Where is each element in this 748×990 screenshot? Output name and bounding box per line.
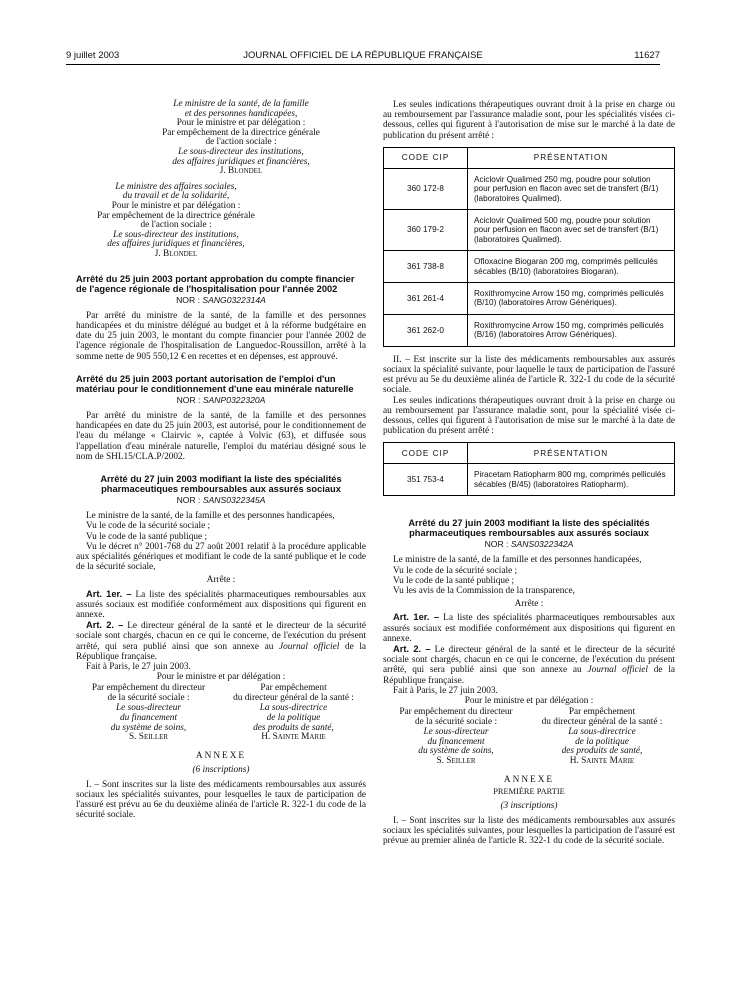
nor-code: SANG0322314A: [202, 294, 266, 305]
table-row: [384, 314, 675, 346]
article-text: La liste des spécialités pharmaceutiques remboursables aux assurés sociaux est modifiée conformément aux dispositions qui figurent en annexe.: [383, 613, 675, 644]
signature-block-1: [116, 100, 366, 177]
header-page-number: 11627: [634, 50, 660, 61]
signatures: [76, 684, 366, 743]
annexe-paragraph: I. – Sont inscrites sur la liste des médicaments remboursables aux assurés sociaux les spécialités suivantes, pour lesquelles la participation de l'assuré est prévue au premier alinéa de l'article R. 322-1 du code de la sécurité sociale.: [383, 815, 675, 846]
indications-text: Les seules indications thérapeutiques ouvrant droit à la prise en charge ou au remboursement par l'assurance maladie sont, pour les spécialités visées ci-dessous, celles qui figurent à l'autorisation de mise sur le marché à la date de publication du présent arrêté :: [383, 100, 675, 141]
presentation: Roxithromycine Arrow 150 mg, comprimés pelliculés (B/16) (laboratoires Arrow Génériques).: [468, 314, 675, 346]
sig-name: H. Sainte Marie: [569, 756, 635, 767]
paragraph-ii: II. – Est inscrite sur la liste des médicaments remboursables aux assurés sociaux la spécialité suivante, pour laquelle le taux de participation de l'assuré est prévu au 5e du deuxième alinéa de l'article R. 322-1 du code de la sécurité sociale.: [383, 354, 675, 396]
signatures: [383, 708, 675, 767]
delegation: Pour le ministre et par délégation :: [156, 672, 286, 683]
sig-line: de l'action sociale :: [205, 137, 277, 148]
cip-code: 360 179-2: [384, 210, 468, 251]
sig-line: du financement: [119, 712, 178, 723]
left-column: [76, 100, 366, 820]
intro-text: Le ministre de la santé, de la famille et des personnes handicapées,: [393, 555, 642, 566]
cip-table-1: [383, 147, 675, 347]
article-text: Le directeur général de la santé et le directeur de la sécurité sociale sont chargés, chacun en ce qui le concerne, de l'exécution du présent arrêté, qui sera publié ainsi que son annexe au: [383, 644, 676, 676]
arrete-title: Arrêté du 27 juin 2003 modifiant la liste des spécialités pharmaceutiques remboursables aux assurés sociaux: [408, 518, 650, 539]
annexe-paragraph: I. – Sont inscrites sur la liste des médicaments remboursables aux assurés sociaux les spécialités suivantes, pour lesquelles le taux de participation de l'assuré est prévu au 6e du deuxième alinéa de l'article R. 322-1 du code de la sécurité sociale.: [76, 779, 366, 821]
article-text: de la République française.: [76, 641, 367, 662]
sig-line: du travail et de la solidarité,: [122, 191, 230, 202]
fait-a: Fait à Paris, le 27 juin 2003.: [86, 661, 191, 672]
table-row: [384, 168, 675, 209]
sig-line: de la politique: [575, 736, 629, 747]
nor-label: NOR :: [484, 539, 509, 550]
sig-line: de la politique: [266, 712, 321, 723]
sig-line: Le ministre des affaires sociales,: [115, 181, 237, 192]
signature-seiller: [76, 684, 221, 743]
sig-line: Par empêchement du directeur: [399, 707, 513, 718]
column-header-presentation: PRÉSENTATION: [468, 147, 675, 168]
header-rule: [66, 64, 660, 65]
partie-heading: PREMIÈRE PARTIE: [493, 787, 565, 797]
page-header: [66, 50, 660, 64]
cip-table-2: [383, 442, 675, 496]
column-header-code: CODE CIP: [384, 147, 468, 168]
sig-line: des affaires juridiques et financières,: [172, 156, 310, 167]
article-text: de la République française.: [383, 665, 676, 686]
cip-code: 351 753-4: [384, 464, 468, 496]
column-header-presentation: PRÉSENTATION: [468, 443, 675, 464]
nor-code: SANS0322342A: [510, 539, 574, 550]
sig-name: H. Sainte Marie: [261, 732, 326, 743]
cip-code: 361 262-0: [384, 314, 468, 346]
nor-label: NOR :: [176, 494, 201, 505]
arrete-body: Par arrêté du ministre de la santé, de la famille et des personnes handicapées et du ministre délégué au budget et à la réforme budgétaire en date du 25 juin 2003, le montant du compte financier pour l'année 2002 de l'agence régionale de l'hospitalisation de Languedoc-Roussillon, arrêté à la somme nette de 905 550,12 € en recettes et en dépenses, est approuvé.: [76, 310, 366, 362]
nor-label: NOR :: [176, 394, 201, 405]
annexe-heading: ANNEXE: [195, 751, 247, 762]
sig-line: Par empêchement de la directrice générale: [162, 127, 320, 138]
arrete-label: Arrête :: [206, 575, 236, 586]
table-row: [384, 210, 675, 251]
arrete-compte-financier: [76, 274, 366, 362]
table-row: [384, 251, 675, 283]
sig-line: Par empêchement de la directrice générale: [97, 210, 255, 221]
inscriptions-count: (6 inscriptions): [192, 765, 250, 776]
journal-officiel-ref: Journal officiel: [278, 641, 340, 652]
cip-code: 361 738-8: [384, 251, 468, 283]
article-text: Le directeur général de la santé et le directeur de la sécurité sociale sont chargés, chacun en ce qui le concerne, de l'exécution du présent arrêté, qui sera publié ainsi que son annexe au: [76, 621, 366, 652]
right-column: [383, 100, 675, 846]
article-label: Art. 1er. –: [86, 588, 132, 599]
journal-officiel-ref: Journal officiel: [587, 665, 648, 676]
sig-name: S. Seiller: [128, 732, 169, 743]
article-label: Art. 2. –: [86, 620, 124, 631]
sig-line: des produits de santé,: [253, 722, 334, 733]
presentation: Roxithromycine Arrow 150 mg, comprimés pelliculés (B/10) (laboratoires Arrow Génériques).: [468, 283, 675, 315]
sig-line: de la sécurité sociale :: [414, 716, 498, 727]
sig-line: Pour le ministre et par délégation :: [176, 118, 306, 129]
sig-line: Par empêchement: [568, 707, 636, 718]
sig-line: Le sous-directeur: [116, 702, 181, 713]
visa: Vu le code de la santé publique ;: [393, 575, 515, 586]
arrete-label: Arrête :: [514, 599, 544, 610]
sig-name: S. Seiller: [436, 756, 476, 767]
nor-label: NOR :: [176, 294, 200, 305]
signature-block-2: [76, 183, 276, 260]
sig-line: et des personnes handicapées,: [184, 108, 298, 119]
nor-reference: [76, 295, 366, 305]
nor-code: SANS0322345A: [202, 494, 266, 505]
table-header-row: [384, 147, 675, 168]
visa: Vu le décret n° 2001-768 du 27 août 2001 relatif à la procédure applicable aux spécialités génériques et modifiant le code de la santé publique et le code de la sécurité sociale,: [76, 541, 366, 573]
intro-text: Le ministre de la santé, de la famille et des personnes handicapées,: [86, 511, 335, 522]
inscriptions-count: (3 inscriptions): [500, 801, 558, 812]
sig-name: J. Blondel: [154, 248, 198, 259]
presentation: Piracetam Ratiopharm 800 mg, comprimés pelliculés sécables (B/45) (laboratoires Ratiopharm).: [468, 464, 675, 496]
nor-reference: [383, 539, 675, 549]
presentation: Aciclovir Qualimed 500 mg, poudre pour solution pour perfusion en flacon avec set de transfert (B/1) (laboratoires Qualimed).: [468, 210, 675, 251]
sig-line: Le sous-directeur des institutions,: [178, 146, 304, 157]
sig-line: de la sécurité sociale :: [107, 693, 190, 704]
fait-a: Fait à Paris, le 27 juin 2003.: [393, 685, 498, 696]
sig-line: des affaires juridiques et financières,: [107, 239, 245, 250]
article-label: Art. 1er. –: [393, 612, 439, 623]
visa: Vu le code de la sécurité sociale ;: [86, 521, 211, 532]
sig-line: du financement: [427, 736, 485, 747]
nor-reference: [76, 395, 366, 405]
visa: Vu le code de la santé publique ;: [86, 531, 208, 542]
sig-line: La sous-directrice: [259, 702, 328, 713]
article-2: [76, 620, 366, 662]
arrete-title: Arrêté du 27 juin 2003 modifiant la liste des spécialités pharmaceutiques remboursables aux assurés sociaux: [100, 473, 342, 494]
sig-line: La sous-directrice: [568, 726, 636, 737]
arrete-body: Par arrêté du ministre de la santé, de la famille et des personnes handicapées en date du 25 juin 2003, est autorisé, pour le conditionnement de l'eau du mélange « Clairvic », captée à Volvic (63), et diffusée sous l'appellation d'eau minérale naturelle, l'emploi du matériau désigné sous le nom de SHL15/CLA.P/2002.: [76, 410, 366, 462]
header-journal-title: JOURNAL OFFICIEL DE LA RÉPUBLIQUE FRANÇAISE: [243, 50, 483, 61]
arrete-title: Arrêté du 25 juin 2003 portant approbation du compte financier de l'agence régionale de l'hospitalisation pour l'année 2002: [76, 273, 355, 294]
visa: Vu les avis de la Commission de la transparence,: [393, 585, 575, 596]
sig-line: du système de soins,: [110, 722, 187, 733]
nor-code: SANP0322320A: [202, 394, 266, 405]
indications-text: Les seules indications thérapeutiques ouvrant droit à la prise en charge ou au remboursement par l'assurance maladie sont, pour la spécialité visée ci-dessous, celles qui figurent à l'autorisation de mise sur le marché à la date de publication du présent arrêté :: [383, 395, 675, 437]
sig-line: du système de soins,: [418, 746, 494, 757]
table-row: [384, 464, 675, 496]
header-date: 9 juillet 2003: [66, 50, 120, 61]
annexe-heading: ANNEXE: [503, 774, 555, 785]
sig-line: Le ministre de la santé, de la famille: [173, 99, 309, 109]
arrete-title: Arrêté du 25 juin 2003 portant autorisation de l'emploi d'un matériau pour le conditionnement d'une eau minérale naturelle: [76, 373, 354, 394]
sig-line: Le sous-directeur: [423, 726, 489, 737]
sig-line: Par empêchement: [260, 683, 327, 694]
sig-line: des produits de santé,: [561, 746, 643, 757]
article-1: [383, 612, 675, 644]
arrete-eau-minerale: [76, 374, 366, 462]
article-1: [76, 589, 366, 621]
nor-reference: [76, 495, 366, 505]
sig-line: Pour le ministre et par délégation :: [111, 200, 241, 211]
sig-line: du directeur général de la santé :: [233, 693, 354, 704]
arrete-liste-specialites: [76, 474, 366, 820]
sig-name: J. Blondel: [219, 166, 263, 177]
signature-sainte-marie: [529, 708, 675, 767]
presentation: Aciclovir Qualimed 250 mg, poudre pour solution pour perfusion en flacon avec set de transfert (B/1) (laboratoires Qualimed).: [468, 168, 675, 209]
cip-code: 360 172-8: [384, 168, 468, 209]
article-label: Art. 2. –: [393, 643, 431, 654]
article-text: La liste des spécialités pharmaceutiques remboursables aux assurés sociaux est modifiée conformément aux dispositions qui figurent en annexe.: [76, 589, 366, 620]
sig-line: de l'action sociale :: [140, 220, 212, 231]
article-2: [383, 644, 675, 686]
column-header-code: CODE CIP: [384, 443, 468, 464]
presentation: Ofloxacine Biogaran 200 mg, comprimés pelliculés sécables (B/10) (laboratoires Biogaran).: [468, 251, 675, 283]
arrete-liste-specialites-2: [383, 518, 675, 846]
table-header-row: [384, 443, 675, 464]
signature-seiller: [383, 708, 529, 767]
table-row: [384, 283, 675, 315]
sig-line: Le sous-directeur des institutions,: [113, 229, 239, 240]
sig-line: Par empêchement du directeur: [91, 683, 206, 694]
visa: Vu le code de la sécurité sociale ;: [393, 565, 518, 576]
sig-line: du directeur général de la santé :: [541, 716, 663, 727]
cip-code: 361 261-4: [384, 283, 468, 315]
signature-sainte-marie: [221, 684, 366, 743]
delegation: Pour le ministre et par délégation :: [464, 695, 594, 706]
